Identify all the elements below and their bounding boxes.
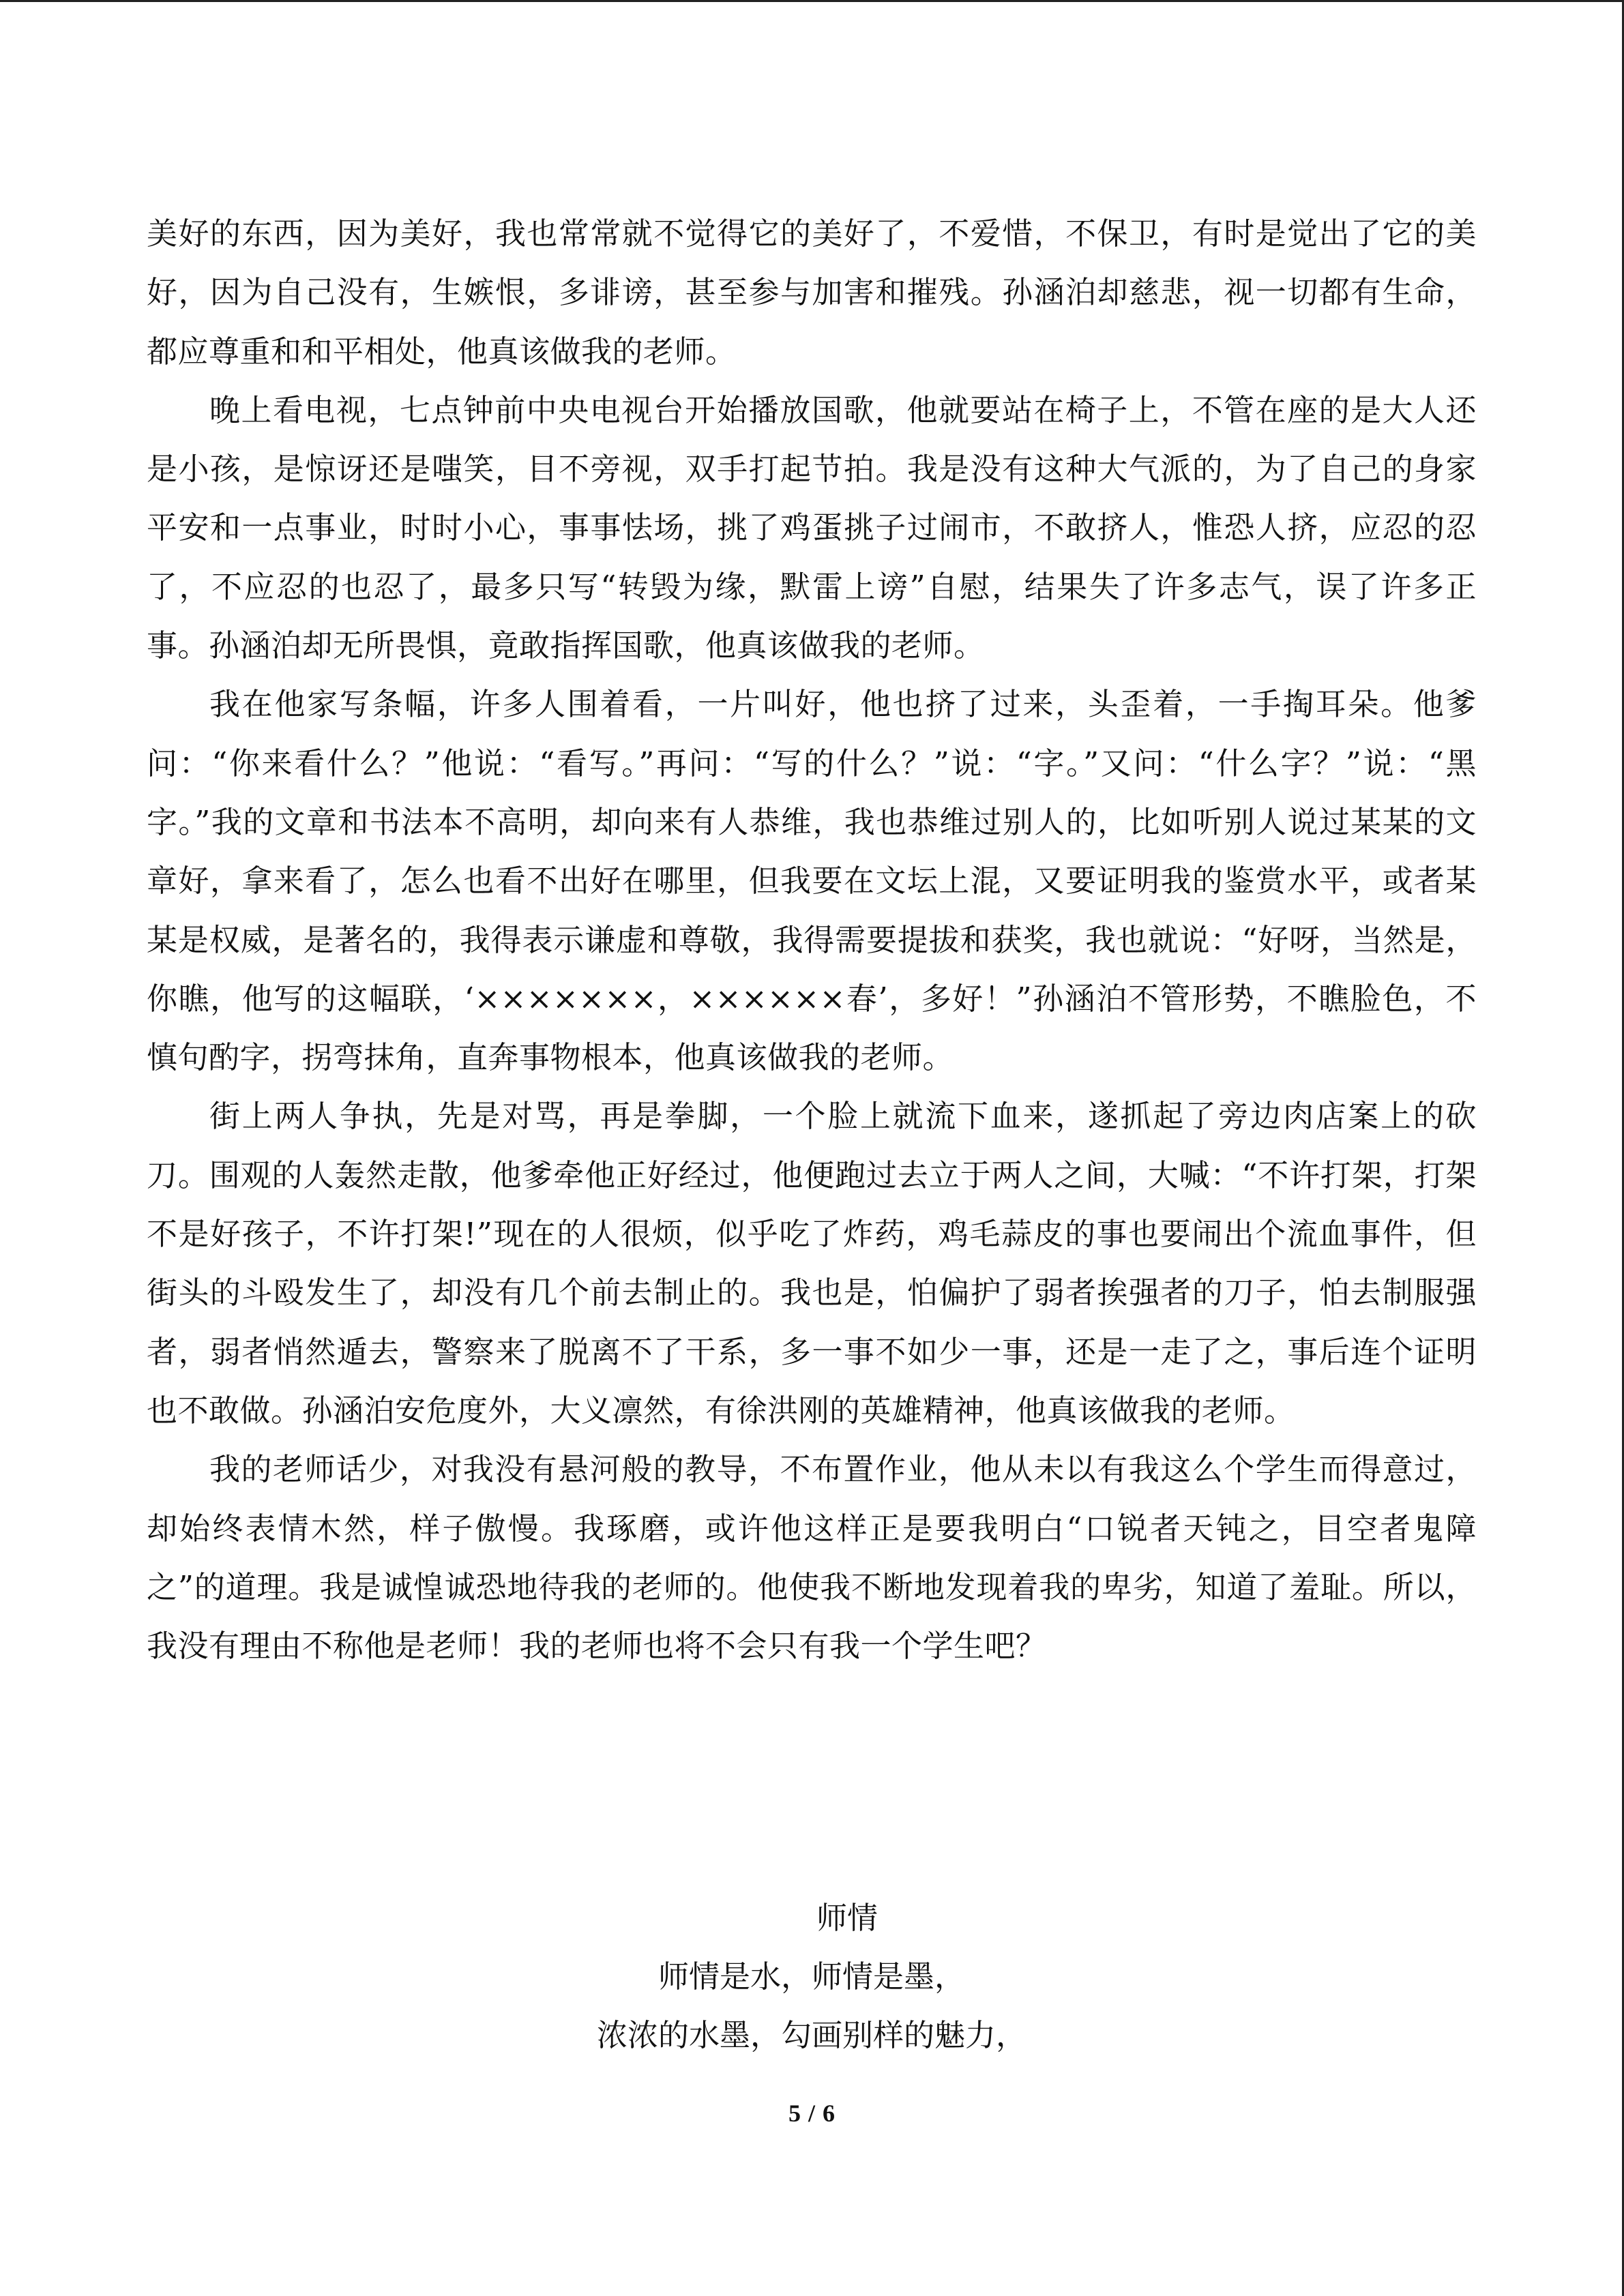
article-body xyxy=(147,205,1477,1675)
poem xyxy=(147,1889,1477,2065)
paragraph-2: 晚上看电视，七点钟前中央电视台开始播放国歌，他就要站在椅子上，不管在座的是大人还是小孩，是惊讶还是嗤笑，目不旁视，双手打起节拍。我是没有这种大气派的，为了自己的身家平安和一点事业，时时小心，事事怯场，挑了鸡蛋挑子过闹市，不敢挤人，惟恐人挤，应忍的忍了，不应忍的也忍了，最多只写“转毁为缘，默雷上谤”自慰，结果失了许多志气，误了许多正事。孙涵泊却无所畏惧，竟敢指挥国歌，他真该做我的老师。 xyxy=(147,391,1477,664)
page-number: 5 / 6 xyxy=(788,2100,836,2127)
paragraph-3: 我在他家写条幅，许多人围着看，一片叫好，他也挤了过来，头歪着，一手掏耳朵。他爹问：“你来看什么？”他说：“看写。”再问：“写的什么？”说：“字。”又问：“什么字？”说：“黑字。”我的文章和书法本不高明，却向来有人恭维，我也恭维过别人的，比如听别人说过某某的文章好，拿来看了，怎么也看不出好在哪里，但我要在文坛上混，又要证明我的鉴赏水平，或者某某是权威，是著名的，我得表示谦虚和尊敬，我得需要提拔和获奖，我也就说：“好呀，当然是，你瞧，他写的这幅联，‘×××××××，××××××春’，多好！”孙涵泊不管形势，不瞧脸色，不慎句酌字，拐弯抹角，直奔事物根本，他真该做我的老师。 xyxy=(147,686,1477,1076)
poem-title: 师情 xyxy=(816,1900,878,1936)
poem-line-1: 师情是水，师情是墨， xyxy=(658,1958,965,1995)
paragraph-1: 美好的东西，因为美好，我也常常就不觉得它的美好了，不爱惜，不保卫，有时是觉出了它的美好，因为自己没有，生嫉恨，多诽谤，甚至参与加害和摧残。孙涵泊却慈悲，视一切都有生命，都应尊重和和平相处，他真该做我的老师。 xyxy=(147,215,1477,370)
paragraph-4: 街上两人争执，先是对骂，再是拳脚，一个脸上就流下血来，遂抓起了旁边肉店案上的砍刀。围观的人轰然走散，他爹牵他正好经过，他便跑过去立于两人之间，大喊：“不许打架，打架不是好孩子，不许打架!”现在的人很烦，似乎吃了炸药，鸡毛蒜皮的事也要闹出个流血事件，但街头的斗殴发生了，却没有几个前去制止的。我也是，怕偏护了弱者挨强者的刀子，怕去制服强者，弱者悄然遁去，警察来了脱离不了干系，多一事不如少一事，还是一走了之，事后连个证明也不敢做。孙涵泊安危度外，大义凛然，有徐洪刚的英雄精神，他真该做我的老师。 xyxy=(147,1098,1477,1429)
paragraph-5: 我的老师话少，对我没有悬河般的教导，不布置作业，他从未以有我这么个学生而得意过，却始终表情木然，样子傲慢。我琢磨，或许他这样正是要我明白“口锐者天钝之，目空者鬼障之”的道理。我是诚惶诚恐地待我的老师的。他使我不断地发现着我的卑劣，知道了羞耻。所以，我没有理由不称他是老师！我的老师也将不会只有我一个学生吧？ xyxy=(147,1451,1477,1665)
poem-line-2: 浓浓的水墨，勾画别样的魅力， xyxy=(596,2017,1027,2053)
